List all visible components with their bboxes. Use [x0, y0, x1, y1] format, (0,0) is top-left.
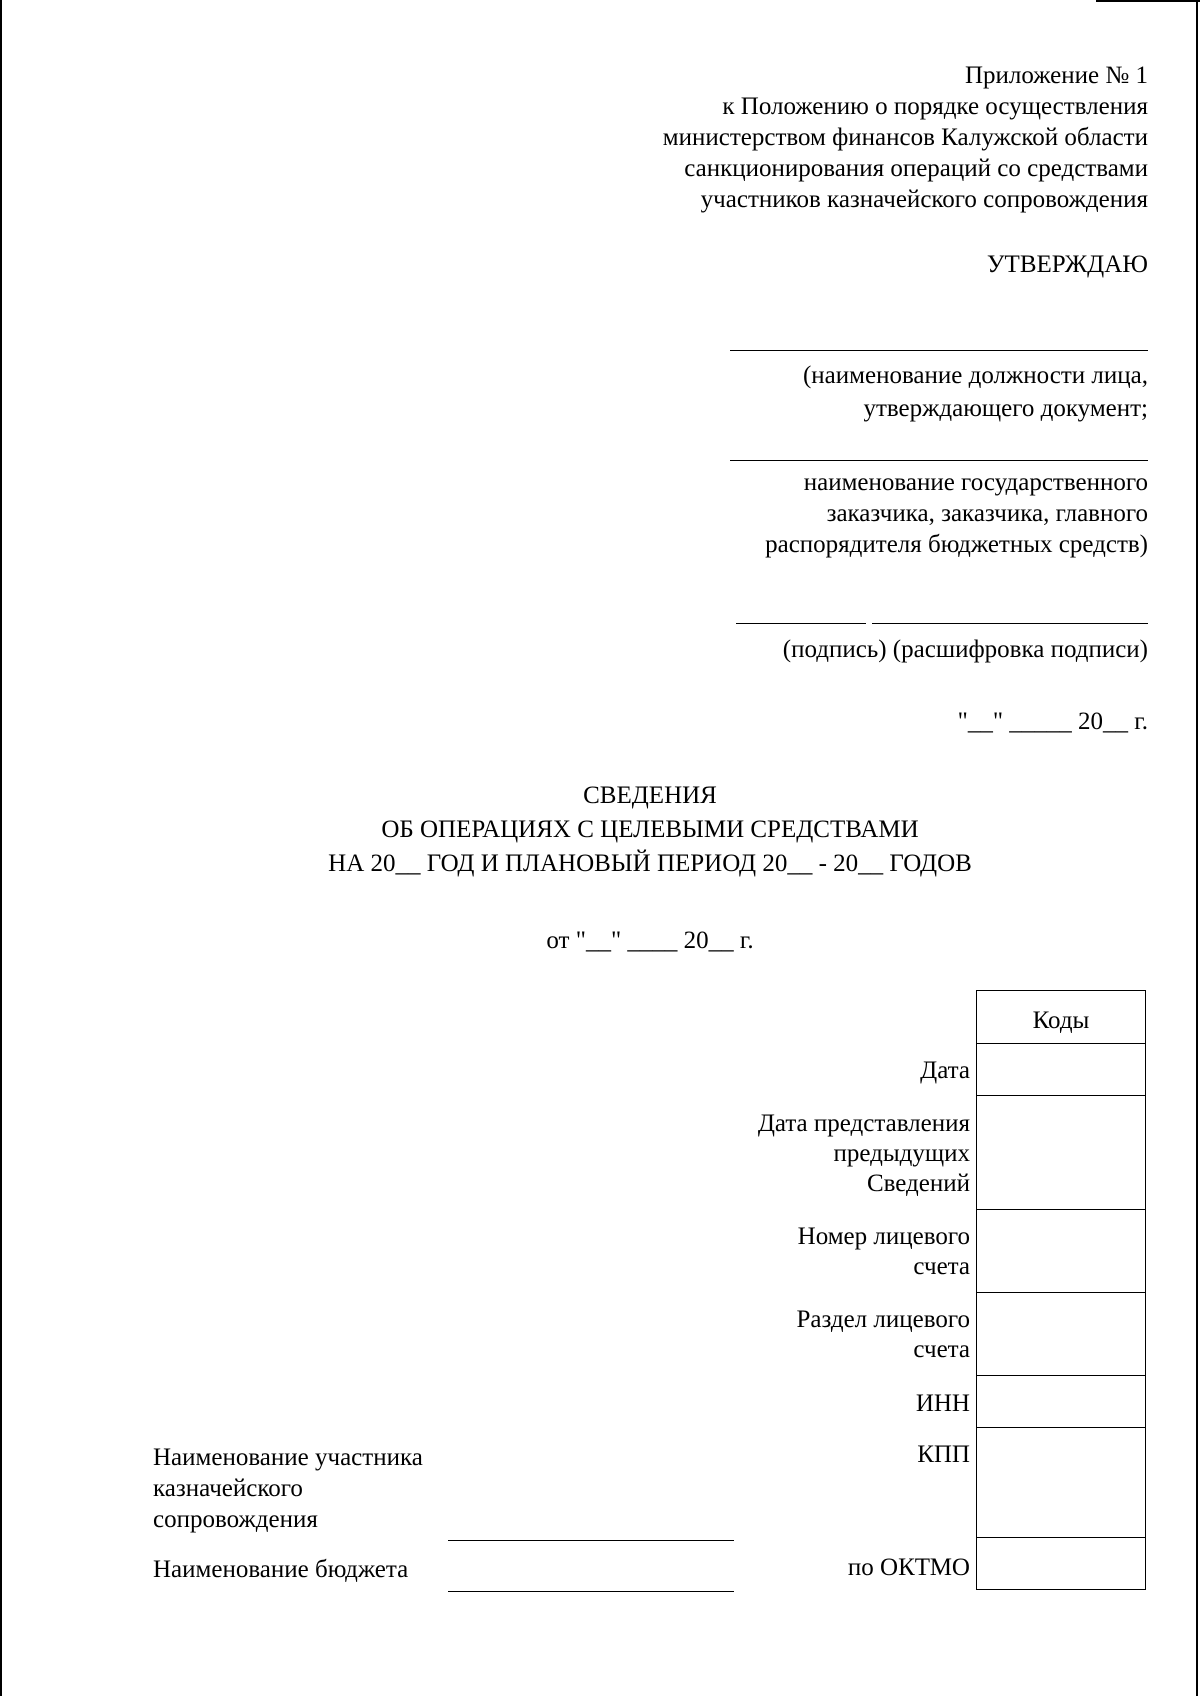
label-prev-date-line: предыдущих	[833, 1140, 970, 1167]
customer-hint-line: заказчика, заказчика, главного	[826, 500, 1148, 527]
budget-label: Наименование бюджета	[153, 1556, 409, 1583]
codes-cell-account-number	[977, 1209, 1145, 1293]
codes-header: Коды	[1032, 1007, 1090, 1034]
signature-hint: (подпись) (расшифровка подписи)	[782, 636, 1148, 663]
label-account-number	[798, 1222, 970, 1282]
position-hint-line: утверждающего документ;	[863, 395, 1148, 422]
customer-underline	[730, 460, 1148, 461]
participant-underline	[448, 1540, 734, 1541]
appendix-line: Приложение № 1	[964, 62, 1148, 89]
appendix-line: к Положению о порядке осуществления	[722, 93, 1148, 120]
appendix-line: участников казначейского сопровождения	[700, 186, 1148, 213]
codes-cell-prev-date	[977, 1095, 1145, 1210]
codes-table	[976, 990, 1146, 1590]
document-title-line: СВЕДЕНИЯ	[583, 782, 717, 809]
customer-hint	[648, 467, 1148, 560]
page-top-border	[1096, 0, 1200, 2]
document-date: от "__" ____ 20__ г.	[546, 927, 754, 954]
label-account-number-line: счета	[913, 1253, 970, 1280]
participant-label-line: казначейского	[153, 1475, 303, 1502]
label-date: Дата	[920, 1057, 970, 1084]
approval-title: УТВЕРЖДАЮ	[986, 251, 1148, 278]
codes-cell-account-section	[977, 1292, 1145, 1376]
document-title-line: НА 20__ ГОД И ПЛАНОВЫЙ ПЕРИОД 20__ - 20__ ГОДОВ	[328, 850, 972, 877]
customer-hint-line: распорядителя бюджетных средств)	[765, 531, 1148, 558]
codes-cell-inn	[977, 1375, 1145, 1428]
label-oktmo: по ОКТМО	[847, 1554, 970, 1581]
appendix-line: министерством финансов Калужской области	[662, 124, 1148, 151]
participant-label	[153, 1442, 423, 1535]
budget-underline	[448, 1591, 734, 1592]
codes-cell-date	[977, 1043, 1145, 1096]
position-underline	[730, 350, 1148, 351]
codes-cell-kpp	[977, 1427, 1145, 1538]
label-account-number-line: Номер лицевого	[797, 1223, 970, 1250]
approval-date: "__" _____ 20__ г.	[957, 708, 1148, 735]
label-prev-date	[758, 1109, 970, 1199]
appendix-line: санкционирования операций со средствами	[684, 155, 1148, 182]
label-kpp: КПП	[917, 1441, 970, 1468]
label-prev-date-line: Дата представления	[757, 1110, 970, 1137]
position-hint	[648, 359, 1148, 425]
label-account-section-line: Раздел лицевого	[796, 1306, 970, 1333]
customer-hint-line: наименование государственного	[803, 469, 1148, 496]
appendix-block	[448, 60, 1148, 215]
signature-decode-underline	[872, 623, 1148, 624]
position-hint-line: (наименование должности лица,	[802, 362, 1148, 389]
participant-label-line: Наименование участника	[153, 1444, 423, 1471]
document-title	[0, 779, 1200, 881]
label-inn: ИНН	[915, 1390, 970, 1417]
codes-cell-oktmo	[977, 1537, 1145, 1592]
signature-underline	[736, 623, 866, 624]
document-title-line: ОБ ОПЕРАЦИЯХ С ЦЕЛЕВЫМИ СРЕДСТВАМИ	[381, 816, 919, 843]
label-account-section	[796, 1305, 970, 1365]
participant-label-line: сопровождения	[153, 1506, 318, 1533]
label-prev-date-line: Сведений	[866, 1170, 970, 1197]
label-account-section-line: счета	[913, 1336, 970, 1363]
